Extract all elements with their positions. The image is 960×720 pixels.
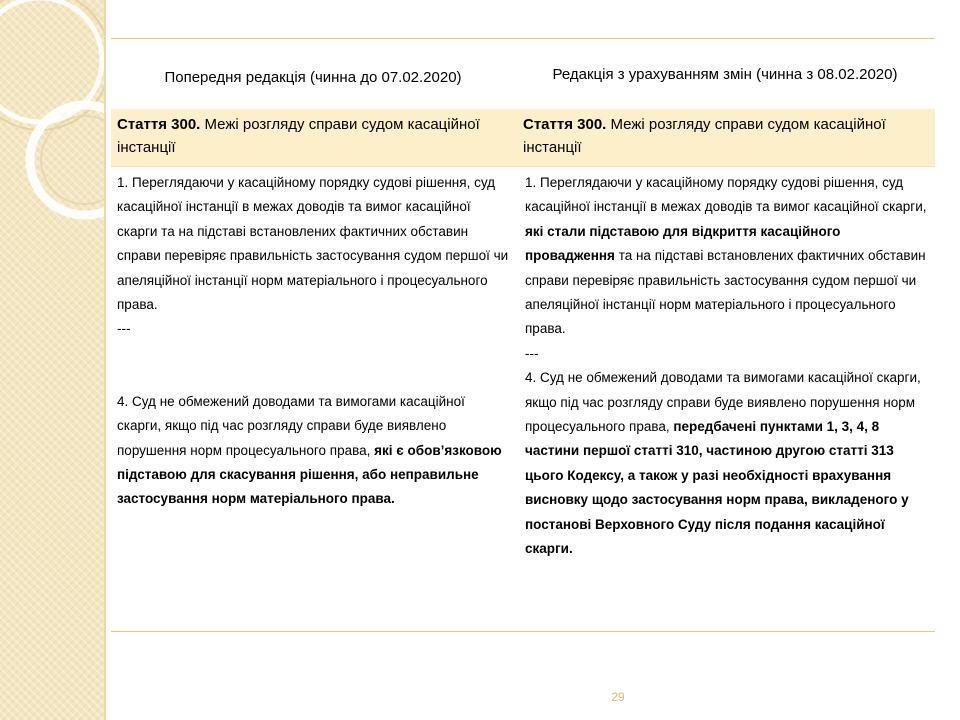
new-p1-text-end: та на підставі встановлених фактичних обставин справи перевіряє правильність застосування судом першої чи апеляційної інстанції норм матеріального і процесуального права.	[525, 248, 926, 337]
table-bottom-rule	[111, 631, 935, 632]
new-paragraph-4	[525, 366, 929, 561]
old-separator: ---	[117, 321, 131, 337]
article-title-row	[111, 109, 935, 167]
old-p4-bold-text: які є обов’язковою підставою для скасування рішення, або неправильне застосування норм матеріального права.	[117, 442, 502, 507]
header-new-edition: Редакція з урахуванням змін (чинна з 08.02.2020)	[552, 65, 898, 83]
new-p1-text: 1. Переглядаючи у касаційному порядку судові рішення, суд касаційної інстанції в межах доводів та вимог касаційної скарги,	[525, 175, 927, 215]
page-number-text: 29	[611, 690, 625, 704]
old-edition-text	[111, 167, 515, 631]
article-body-row	[111, 167, 935, 631]
article-number: Стаття 300.	[117, 116, 201, 133]
decorative-side-band	[0, 0, 106, 720]
old-paragraph-4	[117, 390, 509, 512]
article-number: Стаття 300.	[523, 116, 607, 133]
header-old-edition: Попередня редакція (чинна до 07.02.2020)	[164, 68, 462, 86]
new-p4-bold-text: передбачені пунктами 1, 3, 4, 8 частини першої статті 310, частиною другою статті 313 цього Кодексу, а також у разі необхідності врахування висновку щодо застосування норм права, викладеного у постанові Верховного Суду після подання касаційної скарги.	[525, 419, 909, 557]
article-title-old	[111, 109, 515, 166]
old-paragraph-1: 1. Переглядаючи у касаційному порядку судові рішення, суд касаційної інстанції в межах доводів та вимог касаційної скарги та на підставі встановлених фактичних обставин справи перевіряє правильність застосування судом першої чи апеляційної інстанції норм матеріального і процесуального права.	[117, 175, 509, 313]
old-p4-text: 4. Суд не обмежений доводами та вимогами касаційної скарги, якщо під час розгляду справи буде виявлено порушення норм процесуального права,	[117, 393, 465, 458]
new-edition-text	[515, 167, 935, 631]
comparison-table	[111, 38, 935, 632]
article-title-text: Межі розгляду справи судом касаційної інстанції	[117, 116, 480, 156]
page-number	[0, 690, 960, 704]
band-edge	[104, 0, 106, 720]
header-row	[111, 39, 935, 109]
new-separator: ---	[525, 345, 539, 361]
new-p1-bold-text: які стали підставою для відкриття касаційного провадження	[525, 223, 841, 264]
new-p4-text: 4. Суд не обмежений доводами та вимогами касаційної скарги, якщо під час розгляду справи буде виявлено порушення норм процесуального права,	[525, 370, 921, 435]
article-title-new	[515, 109, 935, 166]
decorative-circles	[0, 0, 106, 720]
article-title-text: Межі розгляду справи судом касаційної інстанції	[523, 116, 886, 156]
new-paragraph-1	[525, 171, 929, 342]
